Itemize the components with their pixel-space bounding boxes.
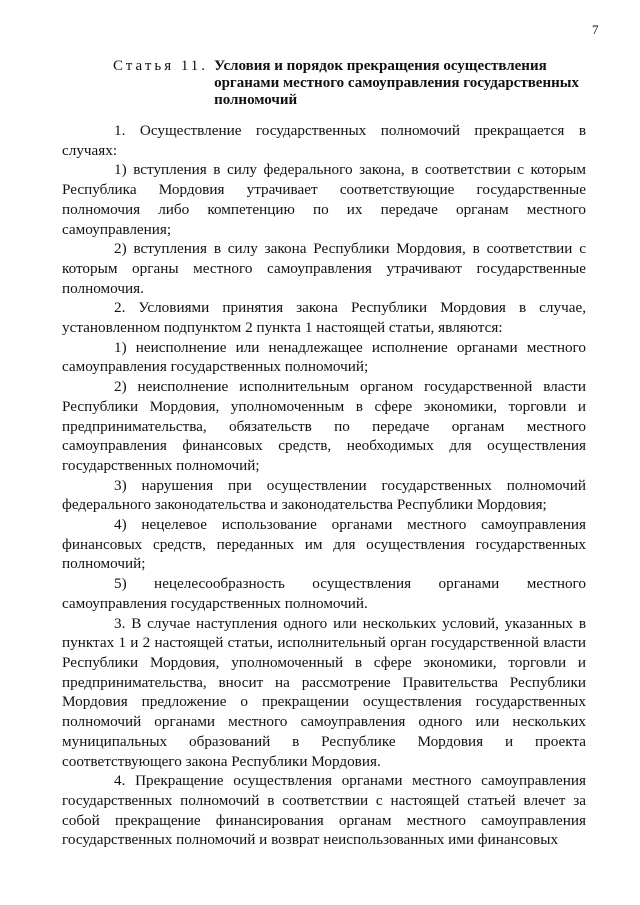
paragraph-2-item-1: 1) неисполнение или ненадлежащее исполнение органами местного самоуправления государственных полномочий; (62, 338, 586, 376)
paragraph-1: 1. Осуществление государственных полномочий прекращается в случаях: (62, 122, 586, 159)
article-title: Условия и порядок прекращения осуществления органами местного самоуправления государственных полномочий (214, 58, 579, 108)
article-heading (113, 58, 613, 109)
paragraph-1-item-2: 2) вступления в силу закона Республики Мордовия, в соответствии с которым органы местного самоуправления утрачивают государственные полномочия. (62, 240, 586, 297)
page-number: 7 (592, 22, 599, 37)
paragraph-4: 4. Прекращение осуществления органами местного самоуправления государственных полномочий в соответствии с настоящей статьей влечет за собой прекращение финансирования органам местного самоуправления государственных полномочий и возврат неиспользованных ими финансовых (62, 772, 586, 849)
paragraph-3: 3. В случае наступления одного или нескольких условий, указанных в пунктах 1 и 2 настоящей статьи, исполнительный орган государственной власти Республики Мордовия, уполномоченный в сфере экономики, торговли и предпринимательства, вносит на рассмотрение Правительства Республики Мордовия предложение о прекращении осуществления государственных полномочий органами местного самоуправления одного или нескольких муниципальных образований в Республике Мордовия и проекта соответствующего закона Республики Мордовия. (62, 614, 586, 770)
paragraph-2-item-4: 4) нецелевое использование органами местного самоуправления финансовых средств, переданных им для осуществления государственных полномочий; (62, 516, 586, 573)
paragraph-2-item-3: 3) нарушения при осуществлении государственных полномочий федерального законодательства и законодательства Республики Мордовия; (62, 476, 586, 514)
article-label: Статья 11. (113, 58, 209, 74)
paragraph-2-item-5: 5) нецелесообразность осуществления органами местного самоуправления государственных полномочий. (62, 575, 586, 612)
paragraph-2-item-2: 2) неисполнение исполнительным органом государственной власти Республики Мордовия, уполномоченным в сфере экономики, торговли и предпринимательства, обязательств по передаче органам местного самоуправления финансовых средств, необходимых для осуществления государственных полномочий; (62, 378, 586, 474)
paragraph-2: 2. Условиями принятия закона Республики Мордовия в случае, установленном подпунктом 2 пункта 1 настоящей статьи, являются: (62, 299, 586, 337)
paragraph-1-item-1: 1) вступления в силу федерального закона, в соответствии с которым Республика Мордовия утрачивает соответствующие государственные полномочия либо компетенцию по их передаче органам местного самоуправления; (62, 161, 586, 238)
document-body (62, 121, 586, 850)
